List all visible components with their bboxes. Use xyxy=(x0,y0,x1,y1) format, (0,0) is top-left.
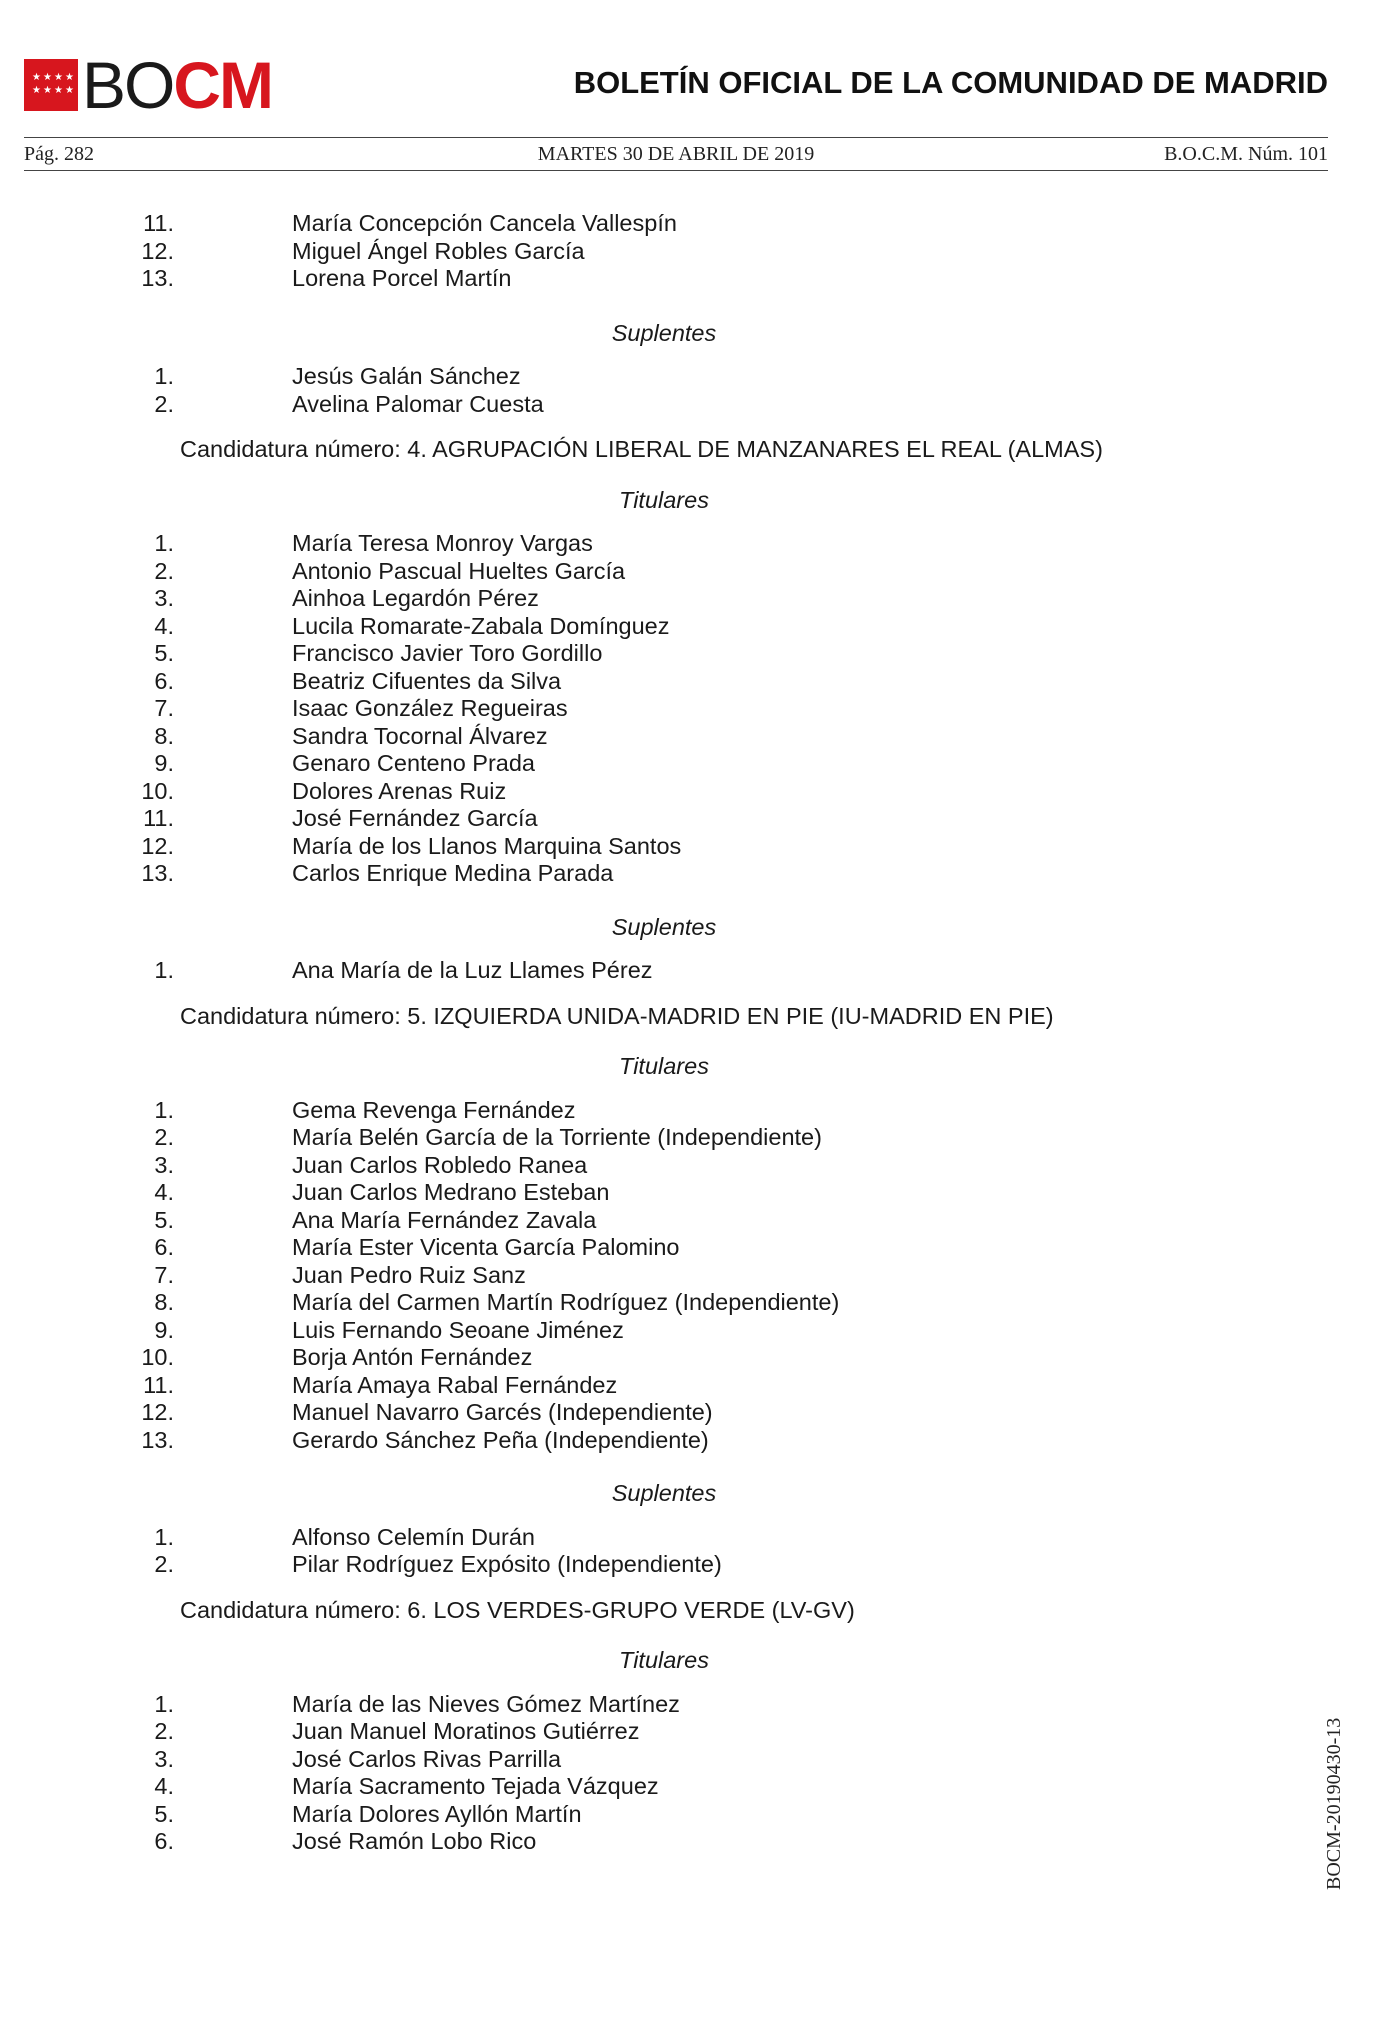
list-item-name: María de los Llanos Marquina Santos xyxy=(292,832,682,859)
list-item-number: 13. xyxy=(141,1426,174,1453)
list-item xyxy=(0,1179,1300,1207)
list-item-number: 11. xyxy=(143,805,174,831)
list-item-name: Jesús Galán Sánchez xyxy=(292,363,521,389)
list-item xyxy=(0,1097,1300,1125)
list-item-number: 8. xyxy=(154,1289,174,1315)
list-item-number: 3. xyxy=(154,585,174,611)
substitute-list xyxy=(0,1524,1300,1579)
list-item-number: 3. xyxy=(154,1745,174,1772)
list-item-name: Francisco Javier Toro Gordillo xyxy=(292,640,603,666)
list-item-name: Sandra Tocornal Álvarez xyxy=(292,722,548,749)
list-item xyxy=(0,1372,1300,1400)
list-item-number: 6. xyxy=(154,667,174,694)
list-item xyxy=(0,238,1300,266)
list-item-number: 11. xyxy=(143,1371,174,1398)
list-item-number: 5. xyxy=(154,1206,174,1233)
list-item-name: Gema Revenga Fernández xyxy=(292,1096,576,1123)
list-item-name: Isaac González Regueiras xyxy=(292,695,568,721)
list-item-number: 9. xyxy=(154,1316,174,1343)
list-item-number: 7. xyxy=(154,695,174,721)
list-item-name: Beatriz Cifuentes da Silva xyxy=(292,667,562,694)
list-item-number: 2. xyxy=(154,1124,174,1150)
list-item-number: 5. xyxy=(154,1800,174,1827)
issue-date: MARTES 30 DE ABRIL DE 2019 xyxy=(537,143,815,165)
list-item xyxy=(0,1691,1300,1719)
list-item-name: Ainhoa Legardón Pérez xyxy=(292,585,539,611)
list-item-number: 2. xyxy=(154,390,174,417)
list-item-number: 1. xyxy=(154,957,174,983)
list-item xyxy=(0,1551,1300,1579)
list-item-number: 5. xyxy=(154,640,174,666)
list-item xyxy=(0,1234,1300,1262)
substitute-list xyxy=(0,363,1300,418)
list-item-number: 3. xyxy=(154,1151,174,1178)
candidacy-heading: Candidatura número: 4. AGRUPACIÓN LIBERAL DE MANZANARES EL REAL (ALMAS) xyxy=(180,436,1103,462)
list-item-number: 8. xyxy=(154,722,174,749)
list-item-name: Antonio Pascual Hueltes García xyxy=(292,557,626,584)
list-item-name: María Ester Vicenta García Palomino xyxy=(292,1234,680,1260)
bulletin-title: BOLETÍN OFICIAL DE LA COMUNIDAD DE MADRID xyxy=(573,65,1328,100)
list-item-name: Genaro Centeno Prada xyxy=(292,750,535,776)
list-item-number: 9. xyxy=(154,750,174,776)
list-item xyxy=(0,860,1300,888)
list-item-name: Manuel Navarro Garcés (Independiente) xyxy=(292,1399,713,1425)
list-item-number: 4. xyxy=(154,612,174,639)
list-item xyxy=(0,957,1300,985)
list-item-name: José Ramón Lobo Rico xyxy=(292,1828,537,1854)
list-item-name: Borja Antón Fernández xyxy=(292,1344,533,1370)
list-item-name: Juan Carlos Robledo Ranea xyxy=(292,1151,588,1178)
list-item-number: 2. xyxy=(154,557,174,584)
list-item-number: 1. xyxy=(154,1096,174,1123)
list-item xyxy=(0,1399,1300,1427)
list-item xyxy=(0,1262,1300,1290)
list-item xyxy=(0,668,1300,696)
page-number: Pág. 282 xyxy=(24,143,94,165)
list-item-name: Gerardo Sánchez Peña (Independiente) xyxy=(292,1426,709,1453)
list-item-number: 10. xyxy=(141,1344,174,1370)
header-rule-top xyxy=(24,137,1328,138)
page-subheader xyxy=(24,143,1328,169)
list-item-name: María Amaya Rabal Fernández xyxy=(292,1371,618,1398)
list-item xyxy=(0,1801,1300,1829)
candidacy-heading: Candidatura número: 5. IZQUIERDA UNIDA-MADRID EN PIE (IU-MADRID EN PIE) xyxy=(180,1002,1054,1029)
substitute-list xyxy=(0,957,1300,985)
header-rule-bottom xyxy=(24,170,1328,171)
section-label-titulares: Titulares xyxy=(619,1053,709,1079)
logo-wordmark: BOCM xyxy=(82,48,273,122)
list-item-number: 2. xyxy=(154,1718,174,1744)
list-item xyxy=(0,1207,1300,1235)
list-item-name: Ana María Fernández Zavala xyxy=(292,1206,597,1233)
list-item-number: 1. xyxy=(154,1690,174,1717)
list-item-name: Juan Manuel Moratinos Gutiérrez xyxy=(292,1718,640,1744)
section-label-titulares: Titulares xyxy=(619,486,709,513)
list-item-name: María del Carmen Martín Rodríguez (Independiente) xyxy=(292,1289,840,1315)
list-item-number: 1. xyxy=(154,1523,174,1550)
list-item xyxy=(0,265,1300,293)
list-item-name: José Carlos Rivas Parrilla xyxy=(292,1745,562,1772)
list-item xyxy=(0,1828,1300,1856)
list-item-number: 13. xyxy=(141,860,174,886)
list-item-number: 6. xyxy=(154,1828,174,1854)
list-item-name: Miguel Ángel Robles García xyxy=(292,237,585,264)
list-item-number: 12. xyxy=(141,1399,174,1425)
list-item-name: María Concepción Cancela Vallespín xyxy=(292,210,677,236)
list-item-name: María Sacramento Tejada Vázquez xyxy=(292,1773,659,1799)
list-item-number: 13. xyxy=(141,265,174,291)
list-item-number: 4. xyxy=(154,1179,174,1205)
list-item-name: María de las Nieves Gómez Martínez xyxy=(292,1690,680,1717)
list-item xyxy=(0,1746,1300,1774)
candidacy-heading: Candidatura número: 6. LOS VERDES-GRUPO VERDE (LV-GV) xyxy=(180,1596,855,1623)
list-item xyxy=(0,833,1300,861)
bocm-logo xyxy=(24,48,273,122)
list-item-name: José Fernández García xyxy=(292,805,538,831)
list-item-name: María Teresa Monroy Vargas xyxy=(292,530,593,556)
list-item-number: 1. xyxy=(154,530,174,556)
list-item-name: Juan Pedro Ruiz Sanz xyxy=(292,1261,526,1288)
candidate-list xyxy=(0,1097,1300,1455)
list-item xyxy=(0,723,1300,751)
list-item-number: 2. xyxy=(154,1551,174,1577)
list-item-name: María Dolores Ayllón Martín xyxy=(292,1800,582,1827)
page-header xyxy=(24,48,1328,122)
list-item xyxy=(0,750,1300,778)
list-item xyxy=(0,1524,1300,1552)
candidate-list xyxy=(0,1691,1300,1856)
list-item xyxy=(0,805,1300,833)
list-item-name: Ana María de la Luz Llames Pérez xyxy=(292,957,653,983)
candidate-list xyxy=(0,530,1300,888)
section-label-suplentes: Suplentes xyxy=(611,1480,717,1506)
issue-number: B.O.C.M. Núm. 101 xyxy=(1164,143,1328,165)
list-item xyxy=(0,1718,1300,1746)
section-label-suplentes: Suplentes xyxy=(611,913,717,940)
section-label-titulares: Titulares xyxy=(619,1647,709,1673)
list-item xyxy=(0,1289,1300,1317)
list-item-name: Pilar Rodríguez Expósito (Independiente) xyxy=(292,1551,722,1577)
list-item-number: 12. xyxy=(141,237,174,264)
list-item xyxy=(0,1152,1300,1180)
madrid-flag-icon: ★ ★ ★ ★ ★ ★ ★ ★ xyxy=(24,59,78,111)
list-item-number: 11. xyxy=(143,210,174,236)
list-item-name: Luis Fernando Seoane Jiménez xyxy=(292,1316,624,1343)
list-item xyxy=(0,585,1300,613)
list-item-number: 4. xyxy=(154,1773,174,1799)
list-item-name: Lucila Romarate-Zabala Domínguez xyxy=(292,612,670,639)
list-item xyxy=(0,363,1300,391)
list-item xyxy=(0,1124,1300,1152)
list-item-number: 7. xyxy=(154,1261,174,1288)
list-item xyxy=(0,530,1300,558)
list-item xyxy=(0,1317,1300,1345)
list-item-name: Carlos Enrique Medina Parada xyxy=(292,860,614,886)
list-item xyxy=(0,778,1300,806)
document-code: BOCM-20190430-13 xyxy=(1323,1717,1345,1890)
list-item-name: Juan Carlos Medrano Esteban xyxy=(292,1179,610,1205)
list-item xyxy=(0,1344,1300,1372)
list-item-number: 10. xyxy=(141,777,174,804)
list-item-name: Alfonso Celemín Durán xyxy=(292,1523,535,1550)
list-item xyxy=(0,391,1300,419)
candidate-list xyxy=(0,210,1300,293)
list-item xyxy=(0,613,1300,641)
list-item-name: Dolores Arenas Ruiz xyxy=(292,777,507,804)
list-item xyxy=(0,210,1300,238)
list-item-number: 1. xyxy=(154,363,174,389)
list-item-name: María Belén García de la Torriente (Independiente) xyxy=(292,1124,822,1150)
list-item xyxy=(0,640,1300,668)
list-item-name: Lorena Porcel Martín xyxy=(292,265,512,291)
list-item xyxy=(0,1773,1300,1801)
list-item xyxy=(0,695,1300,723)
list-item-name: Avelina Palomar Cuesta xyxy=(292,390,544,417)
list-item xyxy=(0,558,1300,586)
list-item-number: 6. xyxy=(154,1234,174,1260)
list-item xyxy=(0,1427,1300,1455)
list-item-number: 12. xyxy=(141,832,174,859)
section-label-suplentes: Suplentes xyxy=(611,319,717,346)
document-body xyxy=(0,210,1300,1856)
